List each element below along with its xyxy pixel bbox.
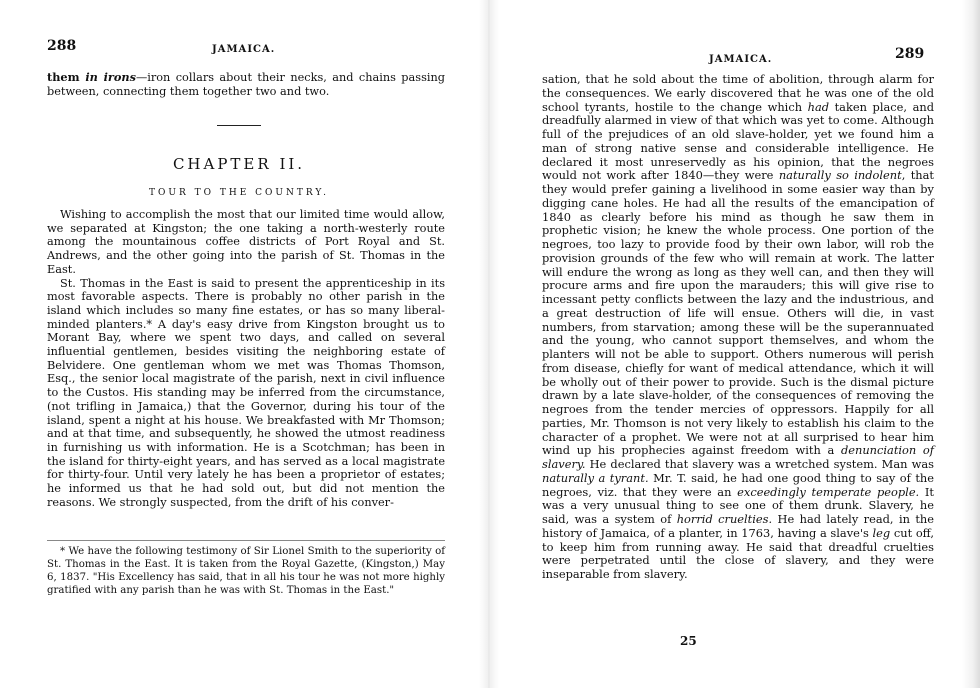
section-divider: [217, 125, 261, 126]
text-run: sation, that he sold about the time of abolition, through alarm for the consequences. We early discovered that he was one of the old school tyrants, hostile to the change which: [542, 72, 934, 114]
text-run: naturally so indolent: [778, 168, 902, 183]
left-body: [47, 208, 445, 509]
paragraph-2: St. Thomas in the East is said to present the apprenticeship in its most favorable aspects. There is probably no other parish in the island which includes so many fine estates, or has so many liberal-minded planters.* A day's easy drive from Kingston brought us to Morant Bay, where we spent two days, and called on several influential gentlemen, besides visiting the neighboring estate of Belvidere. One gentleman whom we met was Thomas Thomson, Esq., the senior local magistrate of the parish, next in civil influence to the Custos. His standing may be inferred from the circumstance, (not trifling in Jamaica,) that the Governor, during his tour of the island, spent a night at his house. We breakfasted with Mr Thomson; and at that time, and subsequently, he showed the utmost readiness in furnishing us with information. He is a Scotchman; has been in the island for thirty-eight years, and has served as a local magistrate for thirty-four. Until very lately he has been a proprietor of estates; he informed us that he had sold out, but did not mention the reasons. We strongly suspected, from the drift of his conver-: [47, 276, 445, 509]
paragraph-1: Wishing to accomplish the most that our limited time would allow, we separated at Kingston; the one taking a north-westerly route among the mountainous coffee districts of Port Royal and St. Andrews, and the other going into the parish of St. Thomas in the East.: [47, 208, 445, 276]
footnote-rule: [47, 540, 445, 541]
text-run: cut off, to keep him from running away. He said that dreadful cruelties were perpetrated until the close of slavery, and they were inseparable from slavery.: [542, 525, 934, 581]
text-run: denunciation of slavery.: [542, 443, 934, 471]
text-run: He had lately read, in the history of Jamaica, of a planter, in 1763, having a slave's: [542, 512, 934, 540]
signature-mark: 25: [680, 634, 697, 648]
text-run: horrid cruelties.: [676, 512, 773, 526]
text-run: in irons: [85, 70, 136, 84]
text-run: It was a very unusual thing to see one of them drunk. Slavery, he said, was a system of: [542, 484, 934, 526]
chapter-subtitle: TOUR TO THE COUNTRY.: [149, 188, 329, 198]
paragraph-right: [542, 73, 934, 582]
page-number-left: 288: [47, 38, 77, 54]
right-body: [542, 73, 934, 582]
running-head-right: JAMAICA.: [709, 54, 773, 65]
text-run: leg: [872, 525, 891, 540]
page-number-right: 289: [895, 46, 925, 62]
right-page: [490, 0, 980, 688]
text-run: naturally a tyrant.: [542, 470, 649, 485]
text-run: them: [47, 70, 86, 84]
running-head-left: JAMAICA.: [212, 44, 276, 55]
text-run: Mr. T. said, he had one good thing to say of the negroes, viz. that they were an: [542, 470, 934, 499]
text-run: taken place, and dreadfully alarmed in view of that which was yet to come. Although full of the prejudices of an old slave-holder, yet we found him a man of strong native sense and considerable intelligence. He declared it most unreservedly as his opinion, that the negroes would not work after 1840—they were: [542, 99, 934, 183]
continued-text: [47, 71, 445, 98]
text-run: , that they would prefer gaining a livelihood in some easier way than by digging cane holes. He had all the results of the emancipation of 1840 as clearly before his mind as though he saw them in prophetic vision; he knew the whole process. One portion of the negroes, too lazy to provide food by their own labor, will rob the provision grounds of the few who will remain at work. The latter will endure the wrong as long as they well can, and then they will procure arms and fire upon the marauders; this will give rise to incessant petty conflicts between the lazy and the industrious, and a great destruction of life will ensue. Others will die, in vast numbers, from starvation; among these will be the superannuated and the young, who cannot support themselves, and whom the planters will not be able to support. Others numerous will perish from disease, chiefly for want of medical attendance, which it will be wholly out of their power to provide. Such is the dismal picture drawn by a late slave-holder, of the consequences of removing the negroes from the tender mercies of oppressors. Happily for all parties, Mr. Thomson is not very likely to establish his claim to the character of a prophet. We were not at all surprised to hear him wind up his prophecies against freedom with a: [542, 168, 934, 458]
text-run: —iron collars about their necks, and chains passing between, connecting them together two and two.: [47, 71, 445, 98]
chapter-title: CHAPTER II.: [172, 155, 306, 173]
text-run: had: [807, 99, 830, 114]
text-run: He declared that slavery was a wretched system. Man was: [585, 457, 934, 471]
footnote: * We have the following testimony of Sir Lionel Smith to the superiority of St. Thomas in the East. It is taken from the Royal Gazette, (Kingston,) May 6, 1837. "His Excellency has said, that in all his tour he was not more highly gratified with any parish than he was with St. Thomas in the East.": [47, 546, 445, 596]
text-run: exceedingly temperate people.: [737, 484, 920, 499]
